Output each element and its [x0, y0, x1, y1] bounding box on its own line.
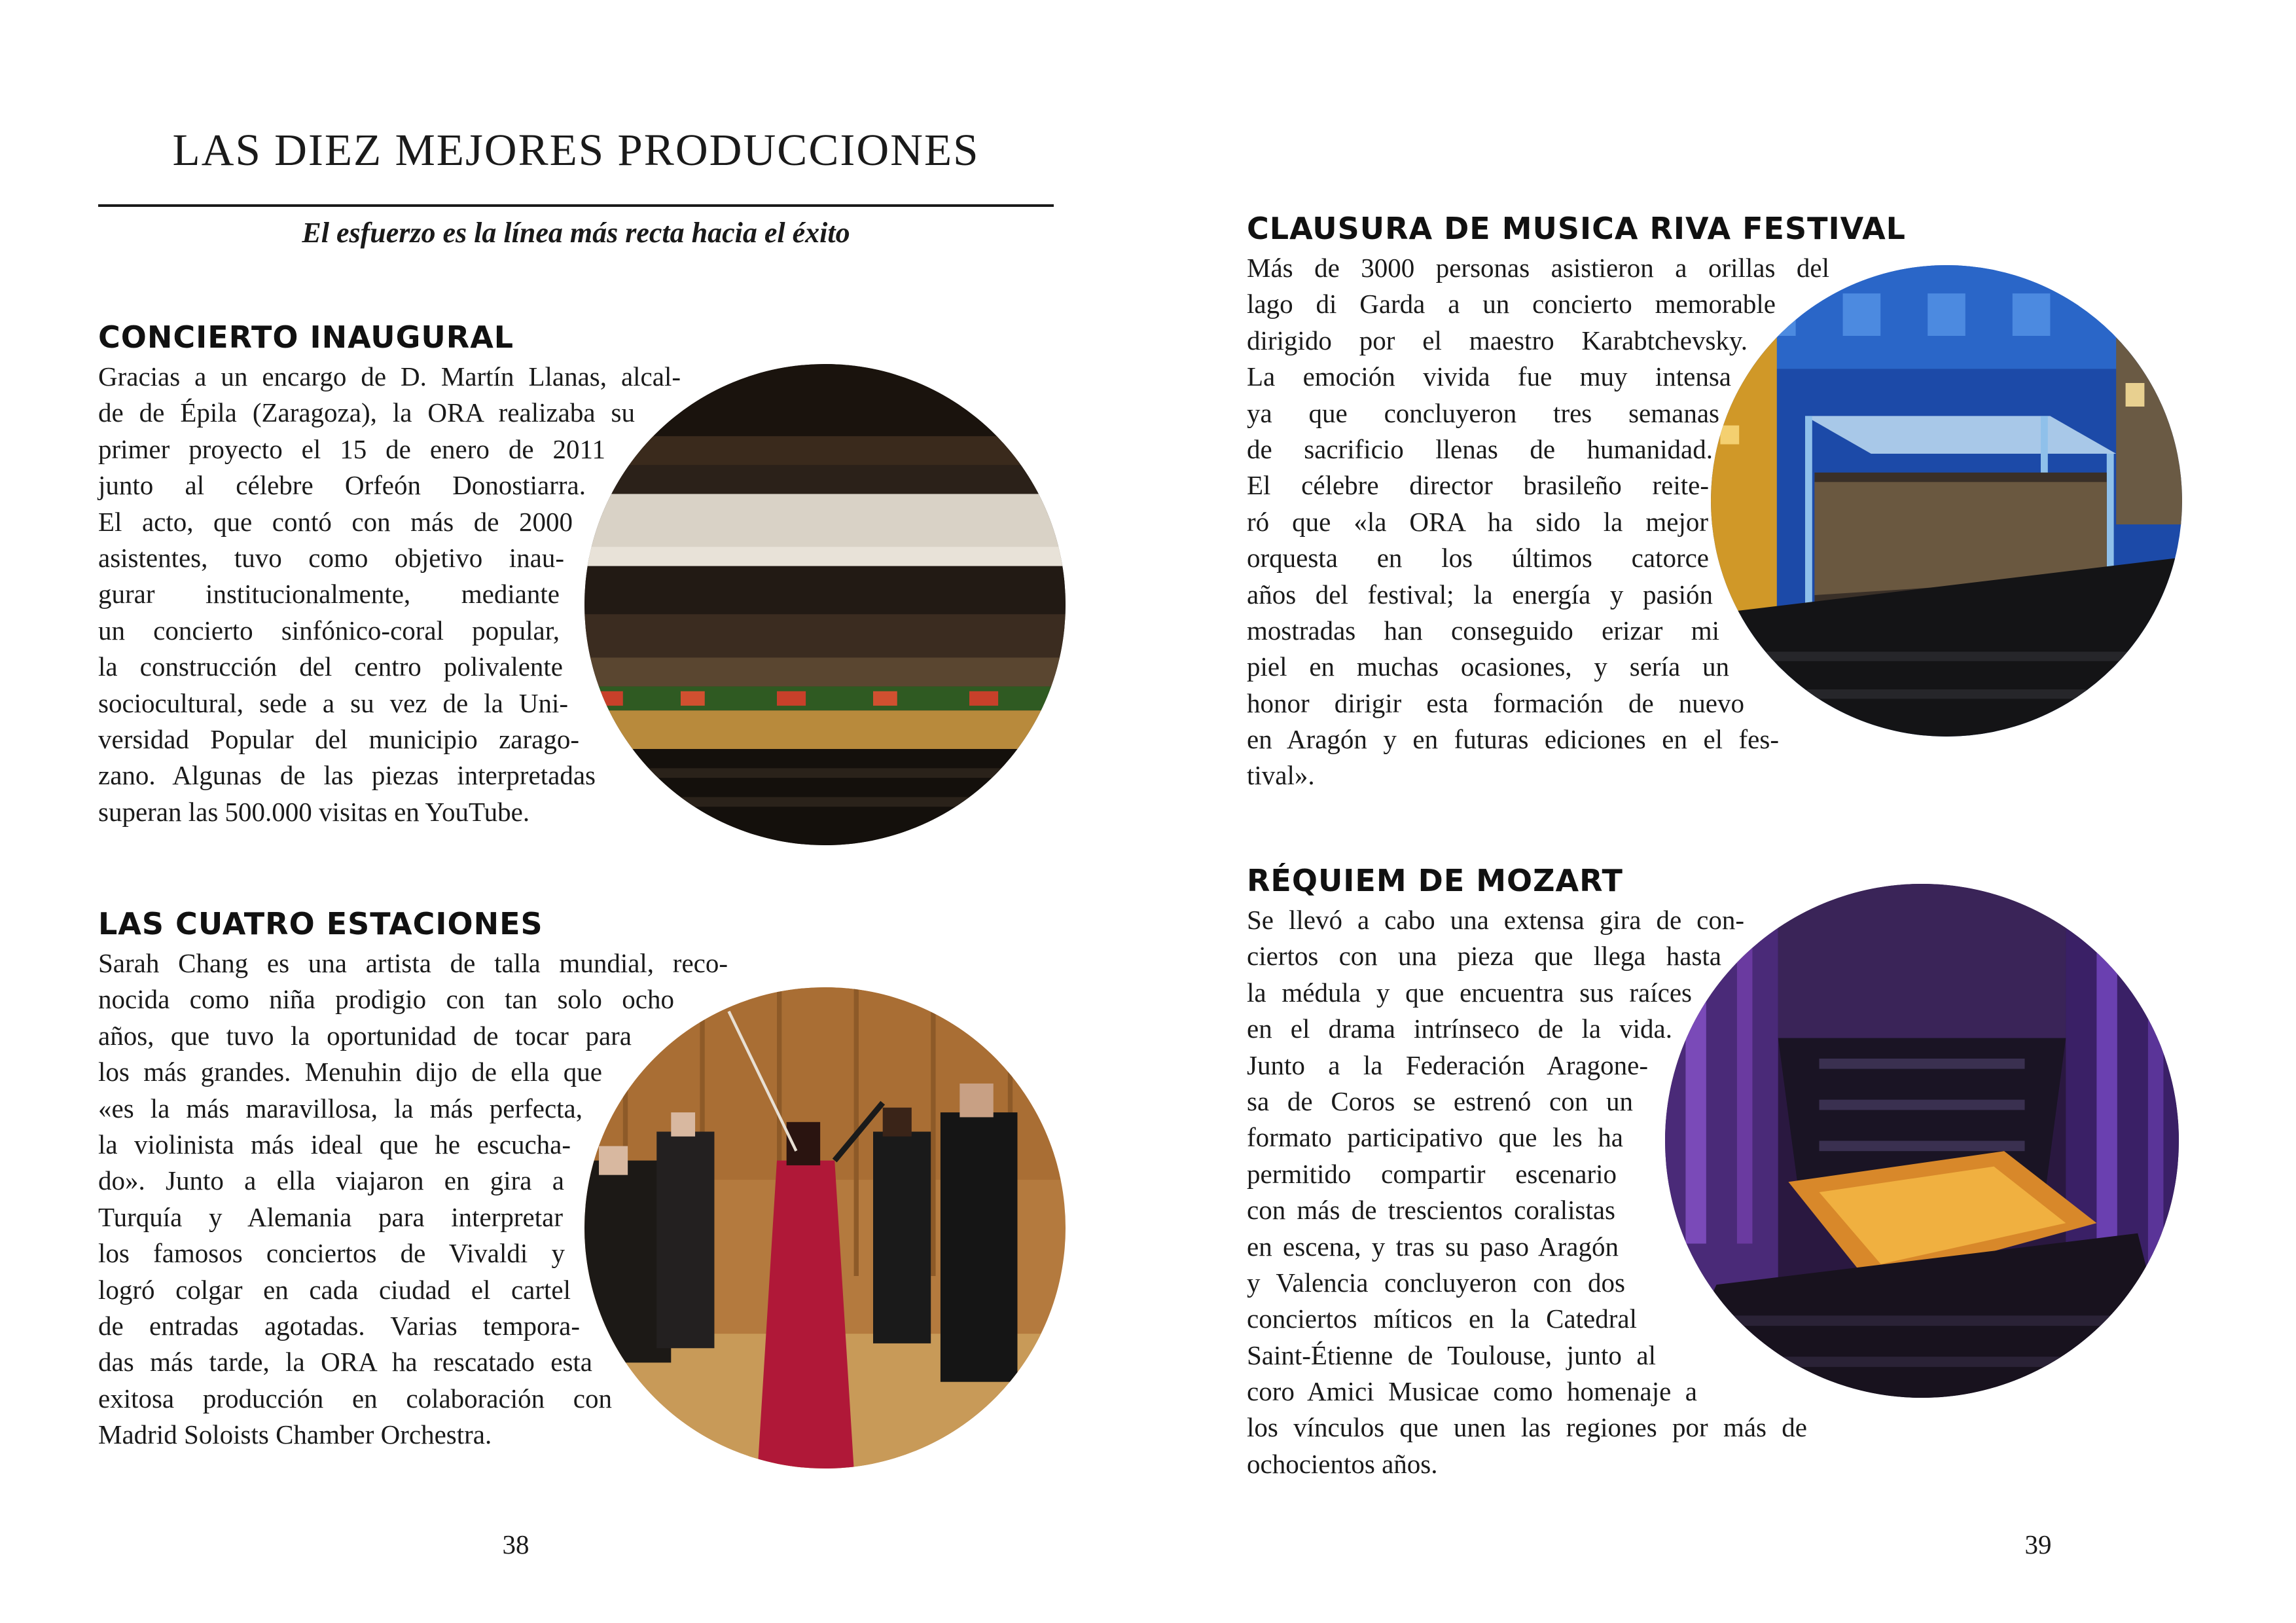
text-line: años, que tuvo la oportunidad de tocar para [98, 1020, 632, 1051]
text-line: tival». [1247, 760, 1315, 791]
text-line: ciertos con una pieza que llega hasta [1247, 941, 1721, 972]
text-line: das más tarde, la ORA ha rescatado esta [98, 1347, 592, 1377]
text-line: primer proyecto el 15 de enero de 2011 [98, 433, 605, 464]
title-rule [98, 204, 1054, 207]
section-heading-las-cuatro-estaciones: LAS CUATRO ESTACIONES [98, 906, 543, 941]
page-number: 38 [502, 1529, 529, 1559]
text-line: gurar institucionalmente, mediante [98, 579, 560, 610]
text-line: los vínculos que unen las regiones por más de [1247, 1412, 1807, 1443]
text-line: El célebre director brasileño reite- [1247, 470, 1709, 501]
text-line: conciertos míticos en la Catedral [1247, 1304, 1637, 1334]
text-line: en escena, y tras su paso Aragón [1247, 1231, 1619, 1262]
text-line: superan las 500.000 visitas en YouTube. [98, 796, 530, 827]
text-line: un concierto sinfónico-coral popular, [98, 615, 560, 646]
text-line: la médula y que encuentra sus raíces [1247, 977, 1692, 1008]
section-heading-clausura-riva-festival: CLAUSURA DE MUSICA RIVA FESTIVAL [1247, 211, 1906, 246]
text-line: orquesta en los últimos catorce [1247, 543, 1709, 574]
text-line: sa de Coros se estrenó con un [1247, 1085, 1633, 1116]
text-line: nocida como niña prodigio con tan solo ocho [98, 984, 674, 1015]
text-line: Se llevó a cabo una extensa gira de con- [1247, 905, 1744, 935]
page-subtitle: El esfuerzo es la línea más recta hacia el éxito [302, 217, 850, 249]
photo-las-cuatro-estaciones [584, 987, 1066, 1468]
text-line: dirigido por el maestro Karabtchevsky. [1247, 325, 1748, 356]
text-line: de sacrificio llenas de humanidad. [1247, 433, 1713, 464]
text-line: exitosa producción en colaboración con [98, 1383, 612, 1413]
text-line: mostradas han conseguido erizar mi [1247, 615, 1719, 646]
text-line: Saint-Étienne de Toulouse, junto al [1247, 1340, 1656, 1370]
text-line: ochocientos años. [1247, 1448, 1438, 1479]
right-page [1148, 0, 2296, 1623]
page-title: LAS DIEZ MEJORES PRODUCCIONES [172, 125, 980, 175]
text-line: Más de 3000 personas asistieron a orillas del [1247, 253, 1829, 283]
page-number: 39 [2024, 1529, 2052, 1559]
text-line: ró que «la ORA ha sido la mejor [1247, 506, 1708, 537]
text-line: zano. Algunas de las piezas interpretadas [98, 760, 596, 791]
text-line: en Aragón y en futuras ediciones en el fes- [1247, 724, 1779, 755]
text-line: honor dirigir esta formación de nuevo [1247, 687, 1744, 718]
text-line: Junto a la Federación Aragone- [1247, 1049, 1648, 1080]
text-line: los más grandes. Menuhin dijo de ella que [98, 1057, 602, 1087]
photo-clausura-riva-festival [1711, 265, 2182, 737]
text-line: Turquía y Alemania para interpretar [98, 1201, 563, 1232]
text-line: la violinista más ideal que he escucha- [98, 1129, 571, 1159]
photo-concierto-inaugural [584, 364, 1066, 845]
text-line: coro Amici Musicae como homenaje a [1247, 1376, 1697, 1407]
text-line: junto al célebre Orfeón Donostiarra. [98, 470, 586, 501]
text-line: años del festival; la energía y pasión [1247, 579, 1713, 610]
text-line: la construcción del centro polivalente [98, 651, 563, 682]
section-heading-requiem-de-mozart: RÉQUIEM DE MOZART [1247, 863, 1623, 898]
text-line: formato participativo que les ha [1247, 1122, 1623, 1153]
text-line: do». Junto a ella viajaron en gira a [98, 1165, 564, 1196]
text-line: Madrid Soloists Chamber Orchestra. [98, 1419, 492, 1450]
text-line: El acto, que contó con más de 2000 [98, 506, 573, 537]
text-line: sociocultural, sede a su vez de la Uni- [98, 687, 568, 718]
text-line: logró colgar en cada ciudad el cartel [98, 1274, 571, 1305]
text-line: en el drama intrínseco de la vida. [1247, 1013, 1672, 1044]
text-line: Gracias a un encargo de D. Martín Llanas, alcal- [98, 361, 681, 392]
section-heading-concierto-inaugural: CONCIERTO INAUGURAL [98, 319, 514, 355]
text-line: permitido compartir escenario [1247, 1158, 1617, 1189]
text-line: con más de trescientos coralistas [1247, 1195, 1615, 1226]
text-line: asistentes, tuvo como objetivo inau- [98, 542, 564, 573]
text-line: de entradas agotadas. Varias tempora- [98, 1310, 580, 1341]
text-line: y Valencia concluyeron con dos [1247, 1267, 1625, 1298]
text-line: «es la más maravillosa, la más perfecta, [98, 1093, 583, 1123]
text-line: los famosos conciertos de Vivaldi y [98, 1238, 565, 1269]
text-line: versidad Popular del municipio zarago- [98, 723, 579, 754]
text-line: lago di Garda a un concierto memorable [1247, 289, 1776, 319]
text-line: La emoción vivida fue muy intensa [1247, 361, 1731, 392]
photo-requiem-de-mozart [1665, 884, 2179, 1398]
text-line: piel en muchas ocasiones, y sería un [1247, 651, 1729, 682]
text-line: Sarah Chang es una artista de talla mundial, reco- [98, 948, 728, 978]
text-line: ya que concluyeron tres semanas [1247, 397, 1719, 428]
text-line: de de Épila (Zaragoza), la ORA realizaba su [98, 397, 635, 428]
